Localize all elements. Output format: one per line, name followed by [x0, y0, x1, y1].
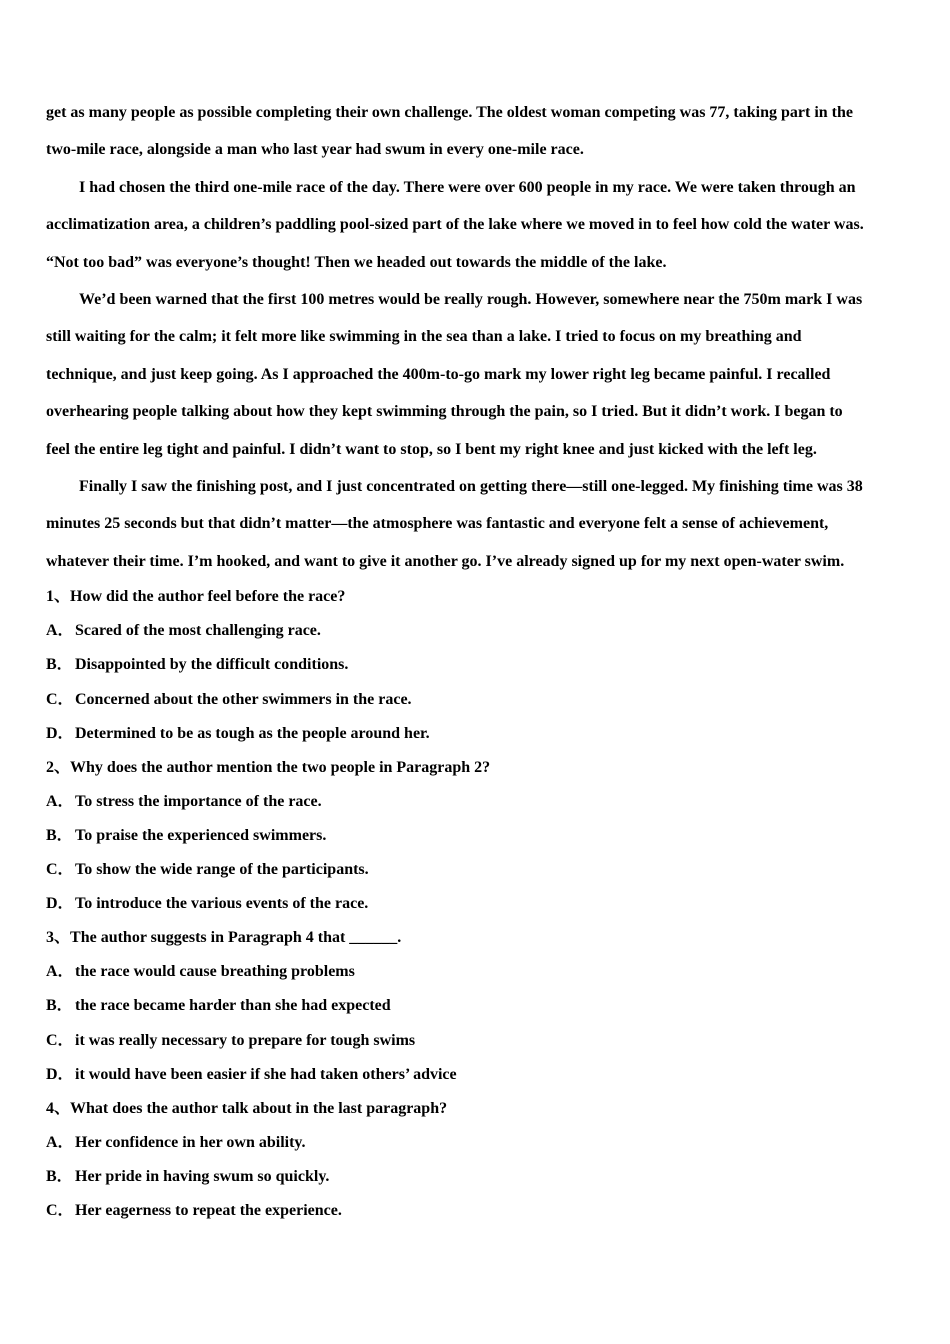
question-text: Why does the author mention the two people in Paragraph 2? — [70, 758, 491, 776]
question-stem — [46, 1092, 908, 1126]
answer-option-a[interactable] — [46, 785, 908, 819]
option-letter: D． — [46, 895, 74, 913]
answer-option-c[interactable] — [46, 1024, 908, 1058]
option-letter: C． — [46, 690, 74, 708]
option-letter: C． — [46, 1201, 74, 1219]
question-2 — [46, 751, 908, 921]
answer-option-b[interactable] — [46, 989, 908, 1023]
passage-line: feel the entire leg tight and painful. I didn’t want to stop, so I bent my right knee and just kicked with the left leg. — [46, 440, 817, 458]
passage-line: technique, and just keep going. As I approached the 400m-to-go mark my lower right leg became painful. I recalled — [46, 365, 831, 383]
passage-line: minutes 25 seconds but that didn’t matter—the atmosphere was fantastic and everyone felt a sense of achievement, — [46, 515, 829, 533]
question-number: 4、 — [46, 1099, 71, 1117]
answer-option-b[interactable] — [46, 819, 908, 853]
passage-line: acclimatization area, a children’s paddling pool-sized part of the lake where we moved in to feel how cold the water was. — [46, 216, 864, 234]
question-stem — [46, 580, 908, 614]
option-letter: C． — [46, 861, 74, 879]
option-letter: B． — [46, 826, 73, 844]
question-text: The author suggests in Paragraph 4 that ______. — [70, 929, 402, 947]
option-text: Her confidence in her own ability. — [75, 1133, 306, 1151]
passage-paragraph-2 — [46, 169, 908, 281]
passage-line: “Not too bad” was everyone’s thought! Then we headed out towards the middle of the lake. — [46, 253, 667, 271]
option-letter: B． — [46, 656, 73, 674]
question-number: 2、 — [46, 758, 71, 776]
question-4 — [46, 1092, 908, 1228]
option-text: To show the wide range of the participants. — [75, 861, 369, 879]
answer-option-a[interactable] — [46, 614, 908, 648]
option-text: Her pride in having swum so quickly. — [75, 1167, 330, 1185]
answer-option-c[interactable] — [46, 853, 908, 887]
option-text: Concerned about the other swimmers in the race. — [75, 690, 412, 708]
answer-option-c[interactable] — [46, 683, 908, 717]
answer-option-d[interactable] — [46, 1058, 908, 1092]
passage-line: get as many people as possible completing their own challenge. The oldest woman competing was 77, taking part in the — [46, 104, 853, 121]
answer-option-a[interactable] — [46, 1126, 908, 1160]
question-3 — [46, 921, 908, 1091]
passage-line: Finally I saw the finishing post, and I just concentrated on getting there—still one-legged. My finishing time was 38 — [79, 478, 863, 496]
question-number: 3、 — [46, 929, 71, 947]
option-letter: D． — [46, 724, 74, 742]
document-page — [46, 94, 908, 1228]
reading-passage — [46, 94, 908, 580]
option-letter: C． — [46, 1031, 74, 1049]
answer-option-b[interactable] — [46, 648, 908, 682]
option-text: it was really necessary to prepare for tough swims — [75, 1031, 416, 1049]
answer-option-a[interactable] — [46, 955, 908, 989]
option-text: To praise the experienced swimmers. — [75, 826, 327, 844]
option-letter: B． — [46, 1167, 73, 1185]
question-text: How did the author feel before the race? — [70, 588, 346, 606]
answer-option-c[interactable] — [46, 1194, 908, 1228]
option-text: To stress the importance of the race. — [75, 792, 322, 810]
option-text: Disappointed by the difficult conditions. — [75, 656, 349, 674]
passage-line: overhearing people talking about how they kept swimming through the pain, so I tried. But it didn’t work. I began to — [46, 403, 843, 421]
option-text: Her eagerness to repeat the experience. — [75, 1201, 342, 1219]
question-stem — [46, 921, 908, 955]
option-text: the race would cause breathing problems — [75, 963, 355, 981]
option-text: Determined to be as tough as the people around her. — [75, 724, 430, 742]
passage-paragraph-4 — [46, 468, 908, 580]
option-letter: A． — [46, 963, 74, 981]
option-letter: A． — [46, 1133, 74, 1151]
question-stem — [46, 751, 908, 785]
answer-option-d[interactable] — [46, 717, 908, 751]
passage-line: whatever their time. I’m hooked, and want to give it another go. I’ve already signed up for my next open-water swim. — [46, 552, 845, 570]
question-number: 1、 — [46, 588, 71, 606]
passage-line: I had chosen the third one-mile race of the day. There were over 600 people in my race. We were taken through an — [79, 178, 856, 196]
option-letter: A． — [46, 622, 74, 640]
passage-line: two-mile race, alongside a man who last year had swum in every one-mile race. — [46, 141, 584, 159]
passage-paragraph-1 — [46, 94, 908, 169]
option-letter: B． — [46, 997, 73, 1015]
passage-paragraph-3 — [46, 281, 908, 468]
option-text: it would have been easier if she had taken others’ advice — [75, 1065, 457, 1083]
answer-option-d[interactable] — [46, 887, 908, 921]
passage-line: still waiting for the calm; it felt more like swimming in the sea than a lake. I tried to focus on my breathing and — [46, 328, 802, 346]
option-letter: A． — [46, 792, 74, 810]
option-letter: D． — [46, 1065, 74, 1083]
answer-option-b[interactable] — [46, 1160, 908, 1194]
passage-line: We’d been warned that the first 100 metres would be really rough. However, somewhere near the 750m mark I was — [79, 291, 863, 309]
question-1 — [46, 580, 908, 750]
question-text: What does the author talk about in the last paragraph? — [70, 1099, 448, 1117]
option-text: the race became harder than she had expected — [75, 997, 391, 1015]
question-list — [46, 580, 908, 1228]
option-text: To introduce the various events of the race. — [75, 895, 369, 913]
option-text: Scared of the most challenging race. — [75, 622, 321, 640]
